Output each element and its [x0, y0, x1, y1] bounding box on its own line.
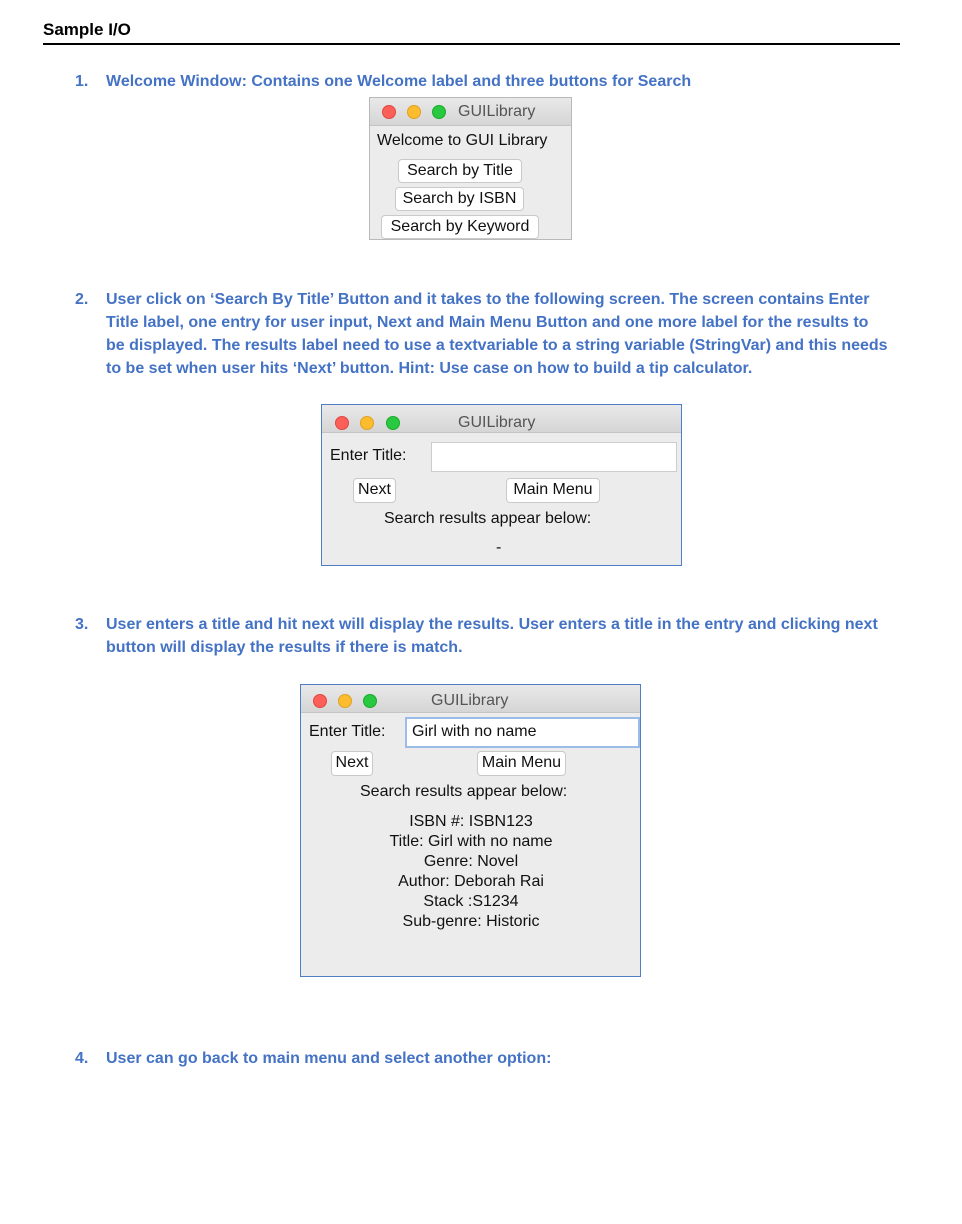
zoom-icon[interactable] — [363, 694, 377, 708]
result-line: Title: Girl with no name — [389, 833, 553, 850]
page-heading: Sample I/O — [43, 20, 131, 39]
zoom-icon[interactable] — [432, 105, 446, 119]
close-icon[interactable] — [313, 694, 327, 708]
enter-title-label: Enter Title: — [309, 723, 386, 740]
search-by-title-button[interactable]: Search by Title — [398, 159, 522, 183]
results-header-label: Search results appear below: — [360, 783, 568, 800]
step-number: 1. — [75, 73, 89, 90]
result-line: Genre: Novel — [423, 853, 519, 870]
window-title: GUILibrary — [431, 692, 509, 709]
window-titlebar — [322, 405, 681, 433]
result-line: Sub-genre: Historic — [402, 913, 540, 930]
main-menu-button[interactable]: Main Menu — [506, 478, 600, 503]
results-label — [301, 812, 641, 932]
close-icon[interactable] — [335, 416, 349, 430]
result-line: Stack :S1234 — [423, 893, 519, 910]
search-by-keyword-button[interactable]: Search by Keyword — [381, 215, 539, 239]
step-1 — [75, 70, 905, 94]
heading-divider — [43, 43, 900, 45]
close-icon[interactable] — [382, 105, 396, 119]
result-line: Author: Deborah Rai — [398, 873, 544, 890]
title-entry[interactable]: Girl with no name — [405, 717, 640, 748]
step-text-line: Title label, one entry for user input, Next and Main Menu Button and one more label for the results to — [106, 314, 869, 331]
window-title: GUILibrary — [458, 103, 536, 120]
search-window-results — [300, 684, 641, 977]
window-titlebar — [370, 98, 571, 126]
step-number: 3. — [75, 616, 89, 633]
welcome-window — [369, 97, 572, 240]
main-menu-button[interactable]: Main Menu — [477, 751, 566, 776]
zoom-icon[interactable] — [386, 416, 400, 430]
search-by-isbn-button[interactable]: Search by ISBN — [395, 187, 524, 211]
minimize-icon[interactable] — [338, 694, 352, 708]
search-window-empty — [321, 404, 682, 566]
step-number: 2. — [75, 291, 89, 308]
next-button[interactable]: Next — [353, 478, 396, 503]
welcome-label: Welcome to GUI Library — [377, 132, 548, 149]
step-text: Welcome Window: Contains one Welcome label and three buttons for Search — [106, 73, 692, 90]
minimize-icon[interactable] — [407, 105, 421, 119]
step-4 — [75, 1047, 905, 1071]
step-2 — [75, 288, 905, 380]
results-label: - — [496, 539, 502, 556]
minimize-icon[interactable] — [360, 416, 374, 430]
result-line: ISBN #: ISBN123 — [409, 813, 533, 830]
step-3 — [75, 613, 905, 659]
step-text-line: button will display the results if there is match. — [106, 639, 463, 656]
step-text-line: be displayed. The results label need to use a textvariable to a string variable (StringVar) and this needs — [106, 337, 888, 354]
step-number: 4. — [75, 1050, 89, 1067]
step-text-line: User click on ‘Search By Title’ Button and it takes to the following screen. The screen contains Enter — [106, 291, 870, 308]
next-button[interactable]: Next — [331, 751, 373, 776]
title-entry[interactable] — [431, 442, 677, 472]
results-header-label: Search results appear below: — [384, 510, 592, 527]
enter-title-label: Enter Title: — [330, 447, 407, 464]
step-text: User can go back to main menu and select another option: — [106, 1050, 552, 1067]
step-text-line: User enters a title and hit next will display the results. User enters a title in the entry and clicking next — [106, 616, 878, 633]
window-title: GUILibrary — [458, 414, 536, 431]
window-titlebar — [301, 685, 640, 713]
step-text-line: to be set when user hits ‘Next’ button. Hint: Use case on how to build a tip calculator. — [106, 360, 753, 377]
